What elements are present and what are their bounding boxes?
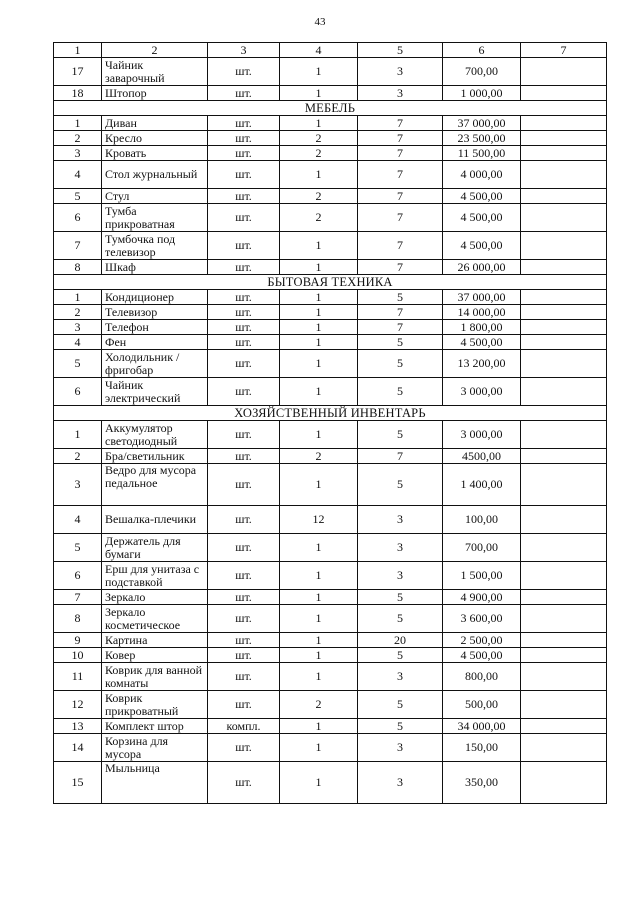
- service-term: 7: [358, 305, 443, 320]
- price: 37 000,00: [443, 290, 521, 305]
- item-name: Зеркало косметическое: [102, 605, 208, 633]
- row-number: 4: [54, 161, 102, 189]
- table-row: [54, 204, 607, 232]
- header-cell: 6: [443, 43, 521, 58]
- item-name: Бра/светильник: [102, 449, 208, 464]
- table-row: [54, 691, 607, 719]
- row-number: 3: [54, 464, 102, 506]
- note: [521, 86, 607, 101]
- note: [521, 131, 607, 146]
- service-term: 7: [358, 116, 443, 131]
- price: 800,00: [443, 663, 521, 691]
- item-name: Ковер: [102, 648, 208, 663]
- note: [521, 464, 607, 506]
- quantity: 1: [280, 534, 358, 562]
- unit: шт.: [208, 605, 280, 633]
- service-term: 3: [358, 734, 443, 762]
- service-term: 5: [358, 350, 443, 378]
- unit: шт.: [208, 305, 280, 320]
- section-row: [54, 406, 607, 421]
- price: 500,00: [443, 691, 521, 719]
- item-name: Фен: [102, 335, 208, 350]
- service-term: 20: [358, 633, 443, 648]
- unit: шт.: [208, 734, 280, 762]
- quantity: 1: [280, 290, 358, 305]
- row-number: 6: [54, 562, 102, 590]
- price: 100,00: [443, 506, 521, 534]
- unit: шт.: [208, 116, 280, 131]
- note: [521, 260, 607, 275]
- quantity: 1: [280, 663, 358, 691]
- price: 4500,00: [443, 449, 521, 464]
- price: 14 000,00: [443, 305, 521, 320]
- quantity: 1: [280, 260, 358, 275]
- unit: шт.: [208, 86, 280, 101]
- item-name: Аккумулятор светодиодный: [102, 421, 208, 449]
- inventory-table: [53, 42, 607, 804]
- table-row: [54, 464, 607, 506]
- price: 37 000,00: [443, 116, 521, 131]
- row-number: 2: [54, 305, 102, 320]
- item-name: Чайник заварочный: [102, 58, 208, 86]
- unit: шт.: [208, 590, 280, 605]
- service-term: 7: [358, 232, 443, 260]
- service-term: 3: [358, 663, 443, 691]
- item-name: Коврик прикроватный: [102, 691, 208, 719]
- item-name: Штопор: [102, 86, 208, 101]
- row-number: 3: [54, 146, 102, 161]
- table-row: [54, 506, 607, 534]
- item-name: Кресло: [102, 131, 208, 146]
- row-number: 8: [54, 605, 102, 633]
- table-row: [54, 633, 607, 648]
- item-name: Ведро для мусора педальное: [102, 464, 208, 506]
- header-cell: 4: [280, 43, 358, 58]
- section-title: БЫТОВАЯ ТЕХНИКА: [54, 275, 607, 290]
- table-row: [54, 421, 607, 449]
- table-row: [54, 86, 607, 101]
- quantity: 2: [280, 691, 358, 719]
- price: 4 000,00: [443, 161, 521, 189]
- price: 150,00: [443, 734, 521, 762]
- table-row: [54, 146, 607, 161]
- row-number: 17: [54, 58, 102, 86]
- header-cell: 7: [521, 43, 607, 58]
- table-row: [54, 648, 607, 663]
- quantity: 1: [280, 161, 358, 189]
- row-number: 9: [54, 633, 102, 648]
- quantity: 2: [280, 449, 358, 464]
- table-row: [54, 260, 607, 275]
- quantity: 1: [280, 116, 358, 131]
- quantity: 1: [280, 320, 358, 335]
- note: [521, 161, 607, 189]
- service-term: 5: [358, 691, 443, 719]
- item-name: Коврик для ванной комнаты: [102, 663, 208, 691]
- note: [521, 506, 607, 534]
- service-term: 3: [358, 534, 443, 562]
- note: [521, 189, 607, 204]
- table-row: [54, 719, 607, 734]
- section-row: [54, 275, 607, 290]
- header-row: [54, 43, 607, 58]
- price: 3 000,00: [443, 421, 521, 449]
- service-term: 3: [358, 58, 443, 86]
- item-name: Холодильник / фригобар: [102, 350, 208, 378]
- note: [521, 590, 607, 605]
- price: 350,00: [443, 762, 521, 804]
- note: [521, 648, 607, 663]
- table-row: [54, 232, 607, 260]
- row-number: 4: [54, 506, 102, 534]
- service-term: 5: [358, 590, 443, 605]
- service-term: 7: [358, 146, 443, 161]
- price: 4 500,00: [443, 189, 521, 204]
- unit: шт.: [208, 762, 280, 804]
- unit: шт.: [208, 204, 280, 232]
- table-row: [54, 590, 607, 605]
- unit: шт.: [208, 320, 280, 335]
- note: [521, 305, 607, 320]
- quantity: 1: [280, 562, 358, 590]
- table-row: [54, 320, 607, 335]
- quantity: 1: [280, 421, 358, 449]
- unit: шт.: [208, 378, 280, 406]
- unit: шт.: [208, 189, 280, 204]
- note: [521, 146, 607, 161]
- note: [521, 691, 607, 719]
- price: 1 800,00: [443, 320, 521, 335]
- price: 4 900,00: [443, 590, 521, 605]
- price: 4 500,00: [443, 648, 521, 663]
- row-number: 14: [54, 734, 102, 762]
- row-number: 8: [54, 260, 102, 275]
- table-row: [54, 189, 607, 204]
- service-term: 5: [358, 378, 443, 406]
- row-number: 3: [54, 320, 102, 335]
- quantity: 1: [280, 305, 358, 320]
- unit: шт.: [208, 633, 280, 648]
- price: 34 000,00: [443, 719, 521, 734]
- row-number: 5: [54, 534, 102, 562]
- price: 700,00: [443, 534, 521, 562]
- header-cell: 5: [358, 43, 443, 58]
- header-cell: 3: [208, 43, 280, 58]
- row-number: 2: [54, 449, 102, 464]
- price: 700,00: [443, 58, 521, 86]
- quantity: 1: [280, 734, 358, 762]
- page-number: 43: [314, 16, 326, 28]
- price: 2 500,00: [443, 633, 521, 648]
- service-term: 7: [358, 320, 443, 335]
- note: [521, 378, 607, 406]
- quantity: 1: [280, 232, 358, 260]
- table-row: [54, 116, 607, 131]
- price: 4 500,00: [443, 232, 521, 260]
- service-term: 3: [358, 506, 443, 534]
- row-number: 10: [54, 648, 102, 663]
- unit: шт.: [208, 691, 280, 719]
- note: [521, 633, 607, 648]
- price: 4 500,00: [443, 335, 521, 350]
- row-number: 7: [54, 590, 102, 605]
- note: [521, 449, 607, 464]
- item-name: Комплект штор: [102, 719, 208, 734]
- row-number: 1: [54, 290, 102, 305]
- note: [521, 290, 607, 305]
- quantity: 2: [280, 189, 358, 204]
- item-name: Корзина для мусора: [102, 734, 208, 762]
- item-name: Телефон: [102, 320, 208, 335]
- item-name: Тумба прикроватная: [102, 204, 208, 232]
- unit: шт.: [208, 421, 280, 449]
- quantity: 1: [280, 590, 358, 605]
- unit: шт.: [208, 161, 280, 189]
- service-term: 7: [358, 131, 443, 146]
- price: 3 600,00: [443, 605, 521, 633]
- note: [521, 204, 607, 232]
- unit: шт.: [208, 663, 280, 691]
- row-number: 5: [54, 189, 102, 204]
- quantity: 1: [280, 335, 358, 350]
- note: [521, 663, 607, 691]
- row-number: 1: [54, 421, 102, 449]
- service-term: 5: [358, 719, 443, 734]
- quantity: 2: [280, 131, 358, 146]
- table-row: [54, 335, 607, 350]
- quantity: 1: [280, 762, 358, 804]
- table-row: [54, 305, 607, 320]
- note: [521, 350, 607, 378]
- section-title: МЕБЕЛЬ: [54, 101, 607, 116]
- price: 11 500,00: [443, 146, 521, 161]
- price: 26 000,00: [443, 260, 521, 275]
- note: [521, 534, 607, 562]
- service-term: 5: [358, 421, 443, 449]
- unit: шт.: [208, 146, 280, 161]
- table-row: [54, 605, 607, 633]
- table-row: [54, 350, 607, 378]
- row-number: 15: [54, 762, 102, 804]
- unit: шт.: [208, 449, 280, 464]
- price: 1 000,00: [443, 86, 521, 101]
- service-term: 7: [358, 189, 443, 204]
- note: [521, 232, 607, 260]
- price: 13 200,00: [443, 350, 521, 378]
- quantity: 1: [280, 464, 358, 506]
- service-term: 3: [358, 562, 443, 590]
- note: [521, 562, 607, 590]
- row-number: 13: [54, 719, 102, 734]
- unit: шт.: [208, 506, 280, 534]
- item-name: Тумбочка под телевизор: [102, 232, 208, 260]
- section-row: [54, 101, 607, 116]
- note: [521, 421, 607, 449]
- item-name: Вешалка-плечики: [102, 506, 208, 534]
- unit: шт.: [208, 58, 280, 86]
- service-term: 5: [358, 648, 443, 663]
- item-name: Телевизор: [102, 305, 208, 320]
- row-number: 1: [54, 116, 102, 131]
- header-cell: 2: [102, 43, 208, 58]
- item-name: Кондиционер: [102, 290, 208, 305]
- service-term: 3: [358, 762, 443, 804]
- unit: шт.: [208, 464, 280, 506]
- service-term: 7: [358, 260, 443, 275]
- price: 4 500,00: [443, 204, 521, 232]
- quantity: 1: [280, 350, 358, 378]
- note: [521, 116, 607, 131]
- unit: шт.: [208, 335, 280, 350]
- unit: шт.: [208, 131, 280, 146]
- row-number: 18: [54, 86, 102, 101]
- quantity: 12: [280, 506, 358, 534]
- row-number: 6: [54, 378, 102, 406]
- service-term: 5: [358, 290, 443, 305]
- unit: шт.: [208, 562, 280, 590]
- quantity: 1: [280, 633, 358, 648]
- quantity: 1: [280, 378, 358, 406]
- note: [521, 719, 607, 734]
- note: [521, 762, 607, 804]
- unit: компл.: [208, 719, 280, 734]
- quantity: 1: [280, 648, 358, 663]
- unit: шт.: [208, 290, 280, 305]
- quantity: 1: [280, 719, 358, 734]
- quantity: 2: [280, 204, 358, 232]
- section-title: ХОЗЯЙСТВЕННЫЙ ИНВЕНТАРЬ: [54, 406, 607, 421]
- unit: шт.: [208, 260, 280, 275]
- item-name: Кровать: [102, 146, 208, 161]
- price: 1 500,00: [443, 562, 521, 590]
- item-name: Стол журнальный: [102, 161, 208, 189]
- item-name: Мыльница: [102, 762, 208, 804]
- quantity: 1: [280, 605, 358, 633]
- row-number: 5: [54, 350, 102, 378]
- item-name: Чайник электрический: [102, 378, 208, 406]
- service-term: 7: [358, 204, 443, 232]
- table-row: [54, 449, 607, 464]
- service-term: 5: [358, 335, 443, 350]
- table-row: [54, 131, 607, 146]
- service-term: 7: [358, 161, 443, 189]
- quantity: 1: [280, 58, 358, 86]
- note: [521, 320, 607, 335]
- row-number: 4: [54, 335, 102, 350]
- item-name: Картина: [102, 633, 208, 648]
- price: 23 500,00: [443, 131, 521, 146]
- table-row: [54, 762, 607, 804]
- note: [521, 734, 607, 762]
- quantity: 2: [280, 146, 358, 161]
- table-row: [54, 562, 607, 590]
- note: [521, 605, 607, 633]
- row-number: 12: [54, 691, 102, 719]
- row-number: 2: [54, 131, 102, 146]
- unit: шт.: [208, 350, 280, 378]
- item-name: Ерш для унитаза с подставкой: [102, 562, 208, 590]
- note: [521, 58, 607, 86]
- item-name: Шкаф: [102, 260, 208, 275]
- service-term: 5: [358, 464, 443, 506]
- table-row: [54, 734, 607, 762]
- row-number: 7: [54, 232, 102, 260]
- service-term: 3: [358, 86, 443, 101]
- row-number: 6: [54, 204, 102, 232]
- table-row: [54, 534, 607, 562]
- table-row: [54, 290, 607, 305]
- note: [521, 335, 607, 350]
- service-term: 7: [358, 449, 443, 464]
- item-name: Держатель для бумаги: [102, 534, 208, 562]
- unit: шт.: [208, 648, 280, 663]
- table-row: [54, 58, 607, 86]
- unit: шт.: [208, 232, 280, 260]
- quantity: 1: [280, 86, 358, 101]
- unit: шт.: [208, 534, 280, 562]
- header-cell: 1: [54, 43, 102, 58]
- service-term: 5: [358, 605, 443, 633]
- price: 1 400,00: [443, 464, 521, 506]
- table-row: [54, 378, 607, 406]
- table-row: [54, 161, 607, 189]
- table-row: [54, 663, 607, 691]
- item-name: Диван: [102, 116, 208, 131]
- item-name: Зеркало: [102, 590, 208, 605]
- row-number: 11: [54, 663, 102, 691]
- item-name: Стул: [102, 189, 208, 204]
- price: 3 000,00: [443, 378, 521, 406]
